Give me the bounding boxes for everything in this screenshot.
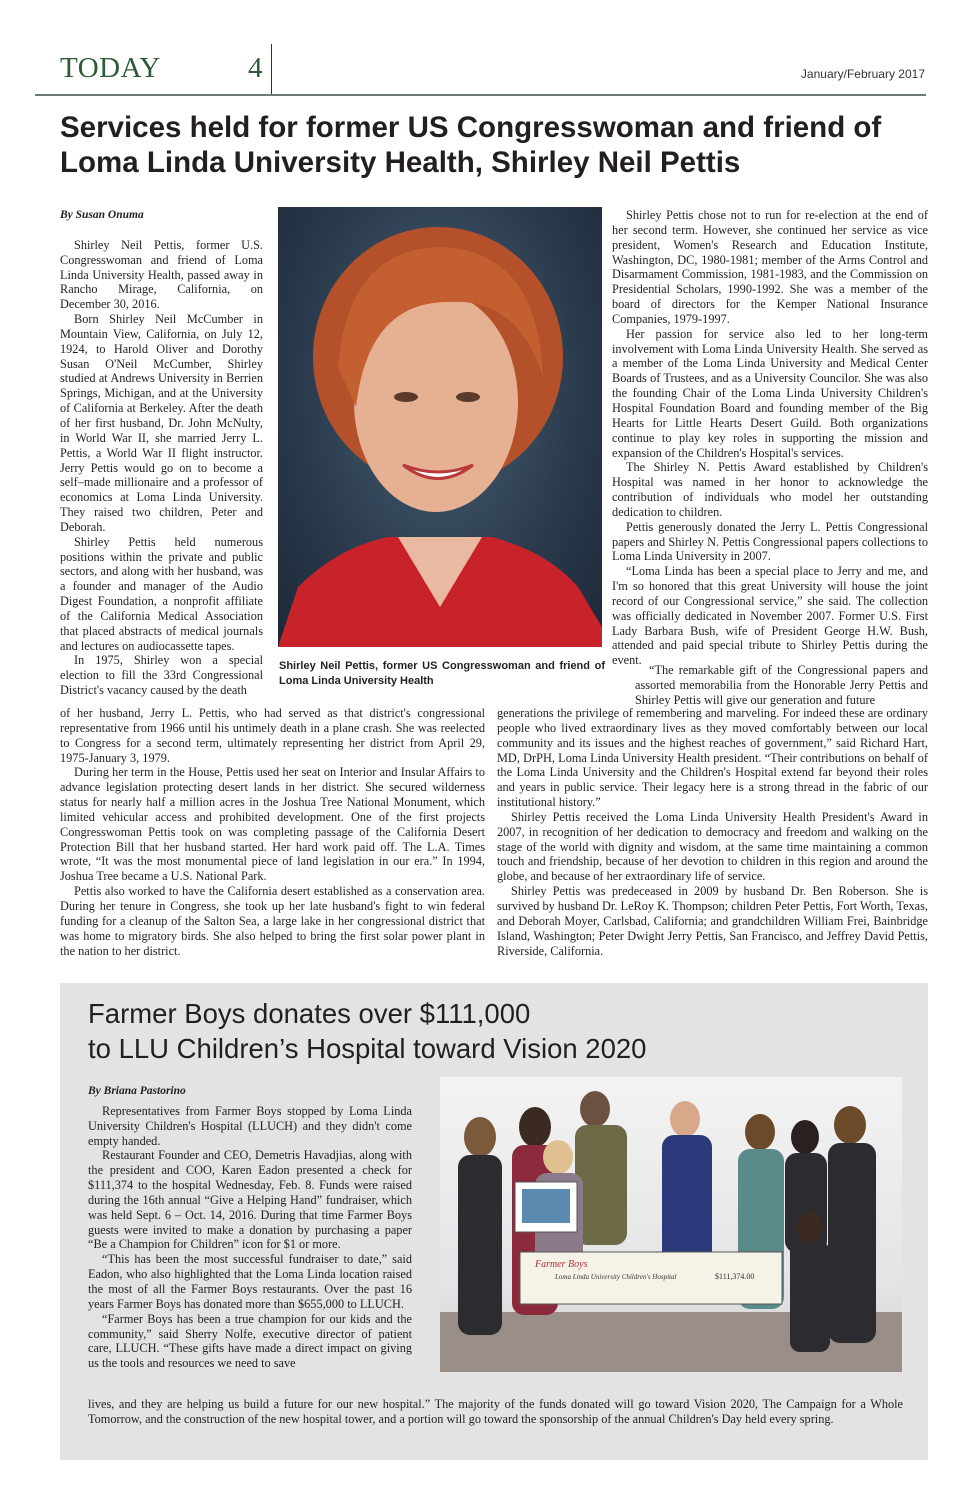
headline-line: Farmer Boys donates over $111,000 [88,998,531,1029]
header-divider [271,44,272,96]
header-rule [35,94,926,96]
publication-name: TODAY [60,52,161,84]
paragraph: “Loma Linda has been a special place to Jerry and me, and I'm so honored that this great University will house the joint record of our Congressional service,” she said. The collection was officially dedicated in November 2007. Former U.S. First Lady Barbara Bush, wife of President George H.W. Bush, attended and paid special tribute to Shirley Pettis during the event. [612,564,928,668]
paragraph: Shirley Pettis received the Loma Linda University Health President's Award in 2007, in recognition of her dedication to democracy and freedom and walking on the stage of the world with dignity and wisdom, at the same time maintaining a common touch and friendship, because of her devotion to children in this region and around the globe, and because of her extraordinary life of service. [497,809,928,884]
photo-caption: Shirley Neil Pettis, former US Congresswoman and friend of Loma Linda University Health [279,660,605,687]
paragraph: Representatives from Farmer Boys stopped by Loma Linda University Children's Hospital (LLUCH) and they didn't come empty handed. [88,1103,412,1148]
paragraph: lives, and they are helping us build a future for our new hospital.” The majority of the funds donated will go toward Vision 2020, The Campaign for a Whole Tomorrow, and the construction of the new hospital tower, and a portion will go toward the sponsorship of the annual Children's Day held every spring. [88,1397,903,1426]
paragraph: “Farmer Boys has been a true champion for our kids and the community,” said Sherry Nolfe, executive director of patient care, LLUCH. “These gifts have made a direct impact on giving us the tools and resources we need to save [88,1311,412,1371]
paragraph: Restaurant Founder and CEO, Demetris Havadjias, along with the president and COO, Karen Eadon presented a check for $111,374 to the hospital Wednesday, Feb. 8. Funds were raised during the 16th annual “Give a Helping Hand” fundraiser, which was held Sept. 6 – Oct. 14, 2016. During that time Farmer Boys guests were invited to make a donation by purchasing a paper “Be a Champion for Children” icon for $1 or more. [88,1148,412,1252]
issue-date: January/February 2017 [800,67,925,81]
paragraph: Shirley Pettis held numerous positions within the private and public sectors, and along with her husband, was a founder and manager of the Audio Digest Foundation, a nonprofit affiliate of the California Medical Association that placed abstracts of medical journals and lectures on audiocassette tapes. [60,534,263,653]
paragraph: Pettis generously donated the Jerry L. Pettis Congressional papers and Shirley N. Pettis Congressional papers collections to Loma Linda University in 2007. [612,519,928,564]
sidebar-wide [88,1397,903,1427]
paragraph: generations the privilege of remembering and marveling. For indeed these are ordinary people who lived extraordinary lives as they moved comfortably between our local community and its issues and the highest reaches of government,” said Richard Hart, MD, DrPH, Loma Linda University Health president. “Their contributions on behalf of the Loma Linda University and the Children's Hospital extend far beyond their roles and years in public service. Their legacy here is a strong thread in the fabric of our institutional history.” [497,706,928,810]
article-left-wide [60,706,485,958]
paragraph: Shirley Pettis was predeceased in 2009 by husband Dr. Ben Roberson. She is survived by husband Dr. LeRoy K. Thompson; children Peter Pettis, Fort Worth, Texas, and Deborah Moyer, Carlsbad, California; and grandchildren William Frei, Bainbridge Island, Washington; Peter Dwight Jerry Pettis, San Francisco, and Jeffrey David Pettis, Riverside, California. [497,884,928,958]
page-number: 4 [248,52,263,84]
article-pull-quote [635,663,928,708]
paragraph: In 1975, Shirley won a special election to fill the 33rd Congressional District's vacancy caused by the death [60,653,263,698]
paragraph: The Shirley N. Pettis Award established by Children's Hospital was named in her honor to acknowledge the contribution of individuals who model her outstanding dedication to children. [612,460,928,519]
byline: By Susan Onuma [60,209,144,221]
sidebar-headline [88,996,908,1066]
paragraph: Born Shirley Neil McCumber in Mountain View, California, on July 12, 1924, to Harold Oliver and Dorothy Susan O'Neil McCumber, Shirley studied at Andrews University in Berrien Springs, Michigan, and at the University of California at Berkeley. After the death of her first husband, Dr. John McNulty, in World War II, she married Jerry L. Pettis, a World War II flight instructor. Jerry Pettis would go on to become a self–made millionaire and a professor of economics at Loma Linda University. They raised two children, Peter and Deborah. [60,312,263,534]
paragraph: Shirley Neil Pettis, former U.S. Congresswoman and friend of Loma Linda University Health, passed away in Rancho Mirage, California, on December 30, 2016. [60,237,263,312]
paragraph: Her passion for service also led to her long-term involvement with Loma Linda University Health. She served as a member of the Loma Linda University and Medical Center Boards of Trustees, and as a University Councilor. She was also the founding Chair of the Loma Linda University Children's Hospital Foundation Board and founding member of the Big Hearts for Little Hearts Desert Guild. Both organizations continue to play key roles in supporting the mission and expansion of the Children's Hospital's services. [612,326,928,460]
article-left-column [60,208,263,698]
sidebar-column [88,1084,412,1371]
article-right-wide [497,706,928,958]
check-payee: Loma Linda University Children's Hospital [555,1273,677,1281]
portrait-photo [278,207,602,647]
paragraph: “The remarkable gift of the Congressional papers and assorted memorabilia from the Honorable Jerry Pettis and Shirley Pettis will give our generation and future [635,663,928,707]
check-brand: Farmer Boys [535,1259,588,1270]
paragraph: “This has been the most successful fundraiser to date,” said Eadon, who also highlighted that the Loma Linda location raised the most of all the Farmer Boys restaurants. Over the past 16 years Farmer Boys has donated more than $655,000 to LLUCH. [88,1252,412,1311]
paragraph: of her husband, Jerry L. Pettis, who had served as that district's congressional representative from 1966 until his untimely death in a plane crash. She was reelected to Congress for a second term, ultimately representing her district from April 29, 1975-January 3, 1979. [60,706,485,765]
article-right-column [612,208,928,668]
byline: By Briana Pastorino [88,1085,186,1097]
paragraph: During her term in the House, Pettis used her seat on Interior and Insular Affairs to advance legislation protecting desert lands in her district. She secured wilderness status for nearly half a million acres in the Joshua Tree National Monument, which limited vehicular access and prohibited development. One of the first projects Congresswoman Pettis took on was completing passage of the California Desert Protection Bill that her husband started. Her hard work paid off. The L.A. Times wrote, “It was the most monumental piece of land legislation in our era.” In 1994, Joshua Tree became a U.S. National Park. [60,765,485,884]
paragraph: Shirley Pettis chose not to run for re-election at the end of her second term. However, she continued her service as vice president, Women's Research and Education Institute, Washington, DC, 1980-1981; member of the Arms Control and Disarmament Commission, 1981-1983, and the Commission on Presidential Scholars, 1990-1992. She was a member of the board of directors for the Kemper National Insurance Companies, 1979-1997. [612,208,928,326]
headline-line: to LLU Children’s Hospital toward Vision 2020 [88,1033,647,1064]
check-amount: $111,374.00 [715,1272,755,1281]
article-headline: Services held for former US Congresswoman and friend of Loma Linda University Health, Shirley Neil Pettis [60,111,882,179]
paragraph: Pettis also worked to have the California desert established as a conservation area. During her tenure in Congress, she took up her late husband's fight to win federal funding for a cleanup of the Salton Sea, a large lake in her congressional district that was home to migratory birds. She also helped to bring the first solar power plant in the nation to her district. [60,884,485,958]
group-photo [440,1077,902,1372]
